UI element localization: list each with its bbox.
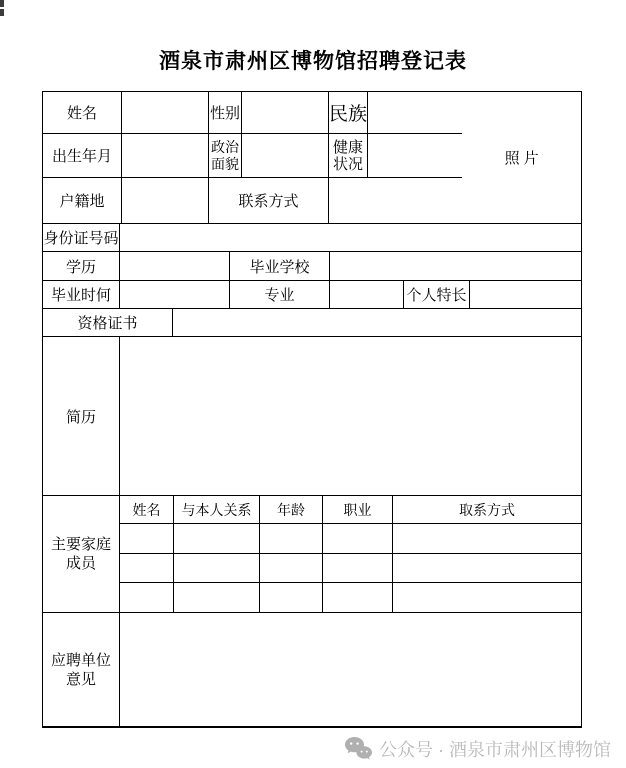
- gender-label: 性别: [209, 92, 242, 134]
- photo-cell: 照 片: [462, 92, 581, 224]
- political-status-label: 政治面貌: [209, 134, 242, 178]
- row-residence: [43, 178, 462, 224]
- family-header-contact: 取系方式: [393, 496, 581, 524]
- family-cell: [174, 583, 260, 613]
- family-cell: [260, 583, 323, 613]
- resume-label: 简历: [43, 337, 120, 496]
- birth-date-value-cell: [122, 134, 209, 178]
- id-number-label: 身份证号码: [43, 224, 120, 252]
- major-label: 专业: [230, 281, 330, 309]
- row-resume: [43, 337, 581, 496]
- page-title: 酒泉市肃州区博物馆招聘登记表: [159, 50, 467, 73]
- corner-artifact: [0, 0, 5, 17]
- gender-value-cell: [242, 92, 329, 134]
- top-row-group: [43, 92, 581, 224]
- family-members-label: 主要家庭成员: [43, 496, 120, 613]
- education-label: 学历: [43, 252, 120, 281]
- wechat-icon: [344, 736, 372, 762]
- family-row-2: [120, 554, 581, 584]
- id-number-value-cell: [120, 224, 581, 252]
- family-cell: [323, 524, 393, 554]
- watermark: [344, 736, 611, 762]
- personal-specialty-value-cell: [470, 281, 581, 309]
- family-members-group: [43, 496, 581, 613]
- family-header-occupation: 职业: [323, 496, 393, 524]
- row-education: [43, 252, 581, 281]
- qualification-certificate-label: 资格证书: [43, 309, 173, 337]
- health-status-value-cell: [368, 134, 462, 178]
- family-cell: [260, 524, 323, 554]
- graduate-school-value-cell: [330, 252, 581, 281]
- family-header-name: 姓名: [120, 496, 174, 524]
- family-header-relation: 与本人关系: [174, 496, 260, 524]
- family-cell: [260, 554, 323, 584]
- contact-label: 联系方式: [209, 178, 329, 224]
- family-cell: [323, 583, 393, 613]
- contact-value-cell: [329, 178, 462, 224]
- family-header-age: 年龄: [260, 496, 323, 524]
- ethnicity-label: 民族: [329, 92, 368, 134]
- resume-value-cell: [120, 337, 581, 496]
- political-status-value-cell: [242, 134, 329, 178]
- family-cell: [174, 524, 260, 554]
- row-graduation: [43, 281, 581, 309]
- health-status-label: 健康状况: [329, 134, 368, 178]
- name-label: 姓名: [43, 92, 122, 134]
- birth-date-label: 出生年月: [43, 134, 122, 178]
- row-name: [43, 92, 462, 134]
- education-value-cell: [120, 252, 230, 281]
- row-certificate: [43, 309, 581, 337]
- qualification-certificate-value-cell: [173, 309, 581, 337]
- employer-opinion-label: 应聘单位意见: [43, 613, 120, 726]
- residence-label: 户籍地: [43, 178, 122, 224]
- residence-value-cell: [122, 178, 209, 224]
- graduate-school-label: 毕业学校: [230, 252, 330, 281]
- family-cell: [120, 554, 174, 584]
- family-cell: [323, 554, 393, 584]
- row-id-number: [43, 224, 581, 252]
- name-value-cell: [122, 92, 209, 134]
- ethnicity-value-cell: [368, 92, 462, 134]
- family-cell: [393, 524, 581, 554]
- family-row-3: [120, 583, 581, 613]
- graduation-time-label: 毕业时何: [43, 281, 120, 309]
- family-cell: [393, 554, 581, 584]
- personal-specialty-label: 个人特长: [404, 281, 470, 309]
- employer-opinion-value-cell: [120, 613, 581, 726]
- family-cell: [120, 583, 174, 613]
- family-cell: [120, 524, 174, 554]
- family-header-row: [120, 496, 581, 524]
- registration-form-table: [42, 91, 582, 728]
- row-birth: [43, 134, 462, 178]
- major-value-cell: [330, 281, 404, 309]
- family-cell: [393, 583, 581, 613]
- row-employer-opinion: [43, 613, 581, 726]
- watermark-text: 公众号 · 酒泉市肃州区博物馆: [379, 740, 611, 760]
- family-row-1: [120, 524, 581, 554]
- graduation-time-value-cell: [120, 281, 230, 309]
- family-cell: [174, 554, 260, 584]
